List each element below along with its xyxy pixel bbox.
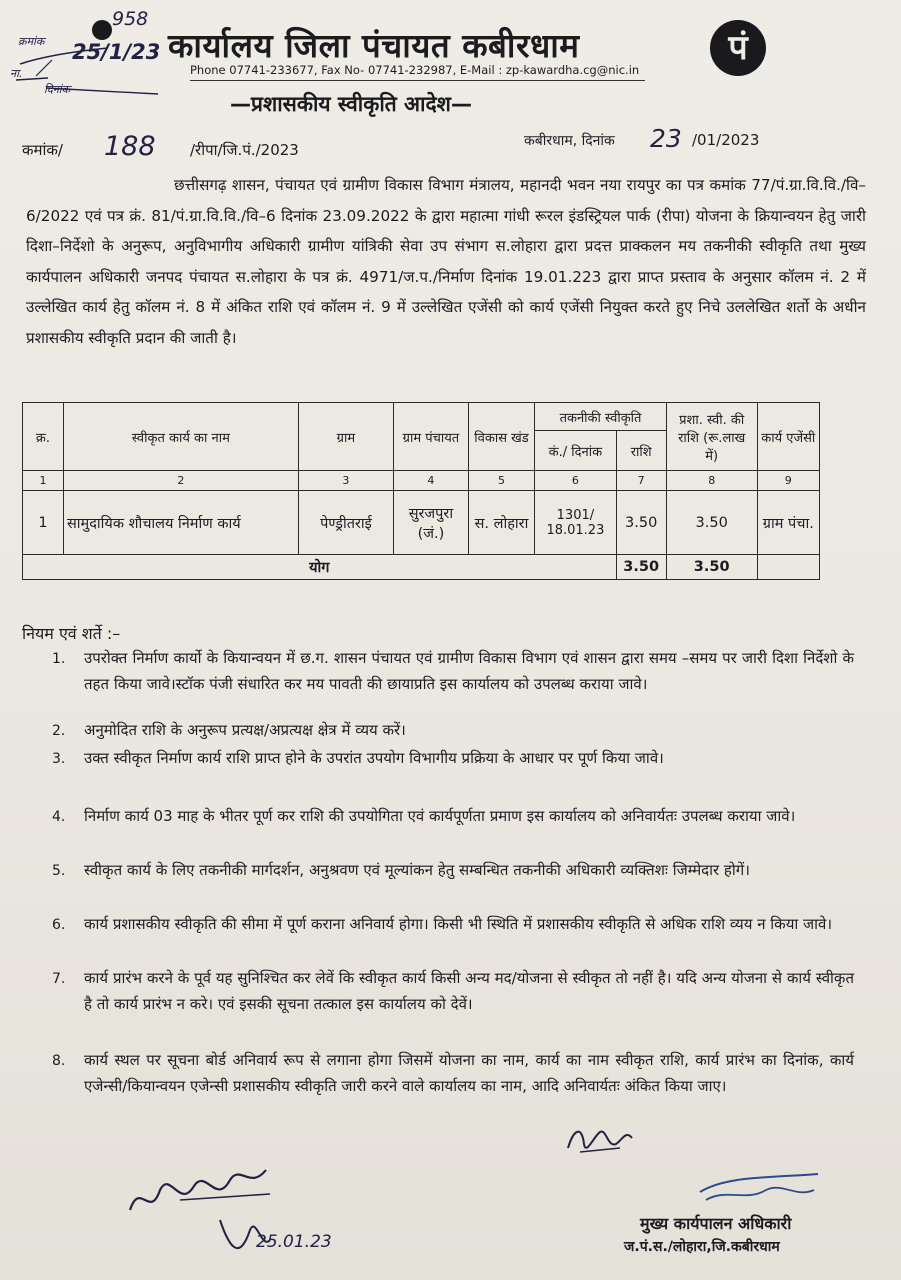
col-number: 8 <box>666 471 757 491</box>
office-title: कार्यालय जिला पंचायत कबीरधाम <box>168 26 580 65</box>
signatory-office: ज.पं.स./लोहारा,जि.कबीरधाम <box>624 1239 780 1255</box>
order-title: —प्रशासकीय स्वीकृति आदेश— <box>230 92 472 116</box>
stamp-label-kramank: क्रमांक <box>18 35 45 48</box>
th-village: ग्राम <box>298 403 393 471</box>
term-text: उपरोक्त निर्माण कार्यो के कियान्वयन में छ.ग. शासन पंचायत एवं ग्रामीण विकास विभाग एवं शासन द्वारा समय –समय पर जारी दिशा निर्देशो के तहत किया जावे।स्टॉक पंजी संधारित कर मय पावती की छायाप्रति इस कार्यालय को उपलब्ध कराया जावे। <box>84 649 854 693</box>
total-tech-amount: 3.50 <box>616 555 666 580</box>
ref-suffix: /रीपा/जि.पं./2023 <box>190 141 299 159</box>
body-paragraph <box>26 170 866 353</box>
cell-tech-no-date: 1301/ 18.01.23 <box>535 491 616 555</box>
th-tech-no-date: कं./ दिनांक <box>535 431 616 471</box>
cell-tech-amount: 3.50 <box>616 491 666 555</box>
term-number: 1. <box>52 651 66 667</box>
panchayat-logo-icon: पं <box>710 20 766 76</box>
date-day-handwritten: 23 <box>650 124 682 153</box>
column-number-row <box>23 471 820 491</box>
col-number: 3 <box>298 471 393 491</box>
place-date-label: कबीरधाम, दिनांक <box>524 133 615 149</box>
term-text: निर्माण कार्य 03 माह के भीतर पूर्ण कर राशि की उपयोगिता एवं कार्यपूर्णता प्रमाण इस कार्यालय को अनिवार्यतः उपलब्ध कराया जावे। <box>84 807 796 825</box>
seal-signature-scribble <box>696 1168 826 1212</box>
col-number: 9 <box>757 471 819 491</box>
letterhead-rule <box>190 80 645 81</box>
body-text: छत्तीसगढ़ शासन, पंचायत एवं ग्रामीण विकास विभाग मंत्रालय, महानदी भवन नया रायपुर का पत्र कमांक 77/पं.ग्रा.वि.वि./वि–6/2022 एवं पत्र क्रं. 81/पं.ग्रा.वि.वि./वि–6 दिनांक 23.09.2022 के द्वारा महात्मा गांधी रूरल इंडस्ट्रियल पार्क (रीपा) योजना के क्रियान्वयन हेतु जारी दिशा–निर्देशो के अनुरूप, अनुविभागीय अधिकारी ग्रामीण यांत्रिकी सेवा उप संभाग स.लोहारा द्वारा प्रदत्त प्राक्कलन मय तकनीकी स्वीकृति तथा मुख्य कार्यपालन अधिकारी जनपद पंचायत स.लोहारा के पत्र क्रं. 4971/ज.प./निर्माण दिनांक 19.01.223 द्वारा प्राप्त प्रस्ताव के अनुसार कॉलम नं. 2 में उल्लेखित कार्य हेतु कॉलम नं. 8 में अंकित राशि एवं कॉलम नं. 9 में उल्लेखित एजेंसी को कार्य एजेंसी नियुक्त करते हुए निचे उललेखित शर्तो के अधीन प्रशासकीय स्वीकृति प्रदान की जाती है। <box>26 176 866 347</box>
term-number: 5. <box>52 863 66 879</box>
term-number: 6. <box>52 917 66 933</box>
cell-gram-panchayat: सुरजपुरा (जं.) <box>394 491 469 555</box>
cell-agency: ग्राम पंचा. <box>757 491 819 555</box>
handwritten-inward-number: 958 <box>112 8 149 30</box>
table-row <box>23 491 820 555</box>
term-text: कार्य प्रशासकीय स्वीकृति की सीमा में पूर्ण कराना अनिवार्य होगा। किसी भी स्थिति में प्रशासकीय स्वीकृति से अधिक राशि व्यय न किया जावे। <box>84 915 833 933</box>
col-number: 7 <box>616 471 666 491</box>
handwritten-inward-date: 25/1/23 <box>72 40 161 64</box>
term-number: 3. <box>52 751 66 767</box>
signatory-designation: मुख्य कार्यपालन अधिकारी <box>640 1214 792 1233</box>
th-tech-amount: राशि <box>616 431 666 471</box>
col-number: 2 <box>63 471 298 491</box>
col-number: 1 <box>23 471 64 491</box>
col-number: 6 <box>535 471 616 491</box>
terms-heading: नियम एवं शर्ते :– <box>22 624 121 643</box>
term-number: 2. <box>52 723 66 739</box>
cell-block: स. लोहारा <box>468 491 535 555</box>
sanction-table <box>22 402 820 580</box>
cell-admin-amount: 3.50 <box>666 491 757 555</box>
th-work-name: स्वीकृत कार्य का नाम <box>63 403 298 471</box>
th-serial: क्र. <box>23 403 64 471</box>
term-number: 4. <box>52 809 66 825</box>
total-row <box>23 555 820 580</box>
cell-village: पेण्ड्रीतराई <box>298 491 393 555</box>
th-gram-panchayat: ग्राम पंचायत <box>394 403 469 471</box>
cell-work-name: सामुदायिक शौचालय निर्माण कार्य <box>63 491 298 555</box>
col-number: 5 <box>468 471 535 491</box>
handwritten-signature-date: 25.01.23 <box>256 1232 332 1252</box>
total-agency-empty <box>757 555 819 580</box>
term-number: 7. <box>52 971 66 987</box>
term-text: स्वीकृत कार्य के लिए तकनीकी मार्गदर्शन, अनुश्रवण एवं मूल्यांकन हेतु सम्बन्धित तकनीकी अधिकारी व्यक्तिशः जिम्मेदार होगें। <box>84 861 750 879</box>
term-number: 8. <box>52 1053 66 1069</box>
term-text: अनुमोदित राशि के अनुरूप प्रत्यक्ष/अप्रत्यक्ष क्षेत्र में व्यय करें। <box>84 721 406 739</box>
col-number: 4 <box>394 471 469 491</box>
contact-line: Phone 07741-233677, Fax No- 07741-232987, E-Mail : zp-kawardha.cg@nic.in <box>190 63 640 77</box>
th-tech-sanction: तकनीकी स्वीकृति <box>535 403 667 431</box>
total-admin-amount: 3.50 <box>666 555 757 580</box>
term-text: उक्त स्वीकृत निर्माण कार्य राशि प्राप्त होने के उपरांत उपयोग विभागीय प्रक्रिया के आधार पर पूर्ण किया जावे। <box>84 749 664 767</box>
ref-prefix: कमांक/ <box>22 141 63 159</box>
officer-signature-scribble <box>120 1150 380 1270</box>
ref-number-handwritten: 188 <box>104 131 156 162</box>
officer-initials-scribble <box>560 1118 640 1166</box>
cell-serial: 1 <box>23 491 64 555</box>
stamp-label-na: ना. <box>10 67 23 80</box>
th-admin-amount: प्रशा. स्वी. की राशि (रू.लाख में) <box>666 403 757 471</box>
term-text: कार्य प्रारंभ करने के पूर्व यह सुनिश्चित कर लेवें कि स्वीकृत कार्य किसी अन्य मद/योजना से स्वीकृत तो नहीं है। यदि अन्य योजना से कार्य स्वीकृत है तो कार्य प्रारंभ न करे। एवं इसकी सूचना तत्काल इस कार्यालय को देवें। <box>84 969 854 1013</box>
total-label: योग <box>23 555 617 580</box>
date-month-year: /01/2023 <box>692 131 760 149</box>
th-block: विकास खंड <box>468 403 535 471</box>
th-agency: कार्य एजेंसी <box>757 403 819 471</box>
term-text: कार्य स्थल पर सूचना बोर्ड अनिवार्य रूप से लगाना होगा जिसमें योजना का नाम, कार्य का नाम स्वीकृत राशि, कार्य प्रारंभ का दिनांक, कार्य एजेन्सी/कियान्वयन एजेन्सी प्रशासकीय स्वीकृति जारी करने वाले कार्यालय का नाम, आदि अनिवार्यतः अंकित किया जाए। <box>84 1051 854 1095</box>
stamp-label-dinank: दिनांक <box>44 83 71 96</box>
